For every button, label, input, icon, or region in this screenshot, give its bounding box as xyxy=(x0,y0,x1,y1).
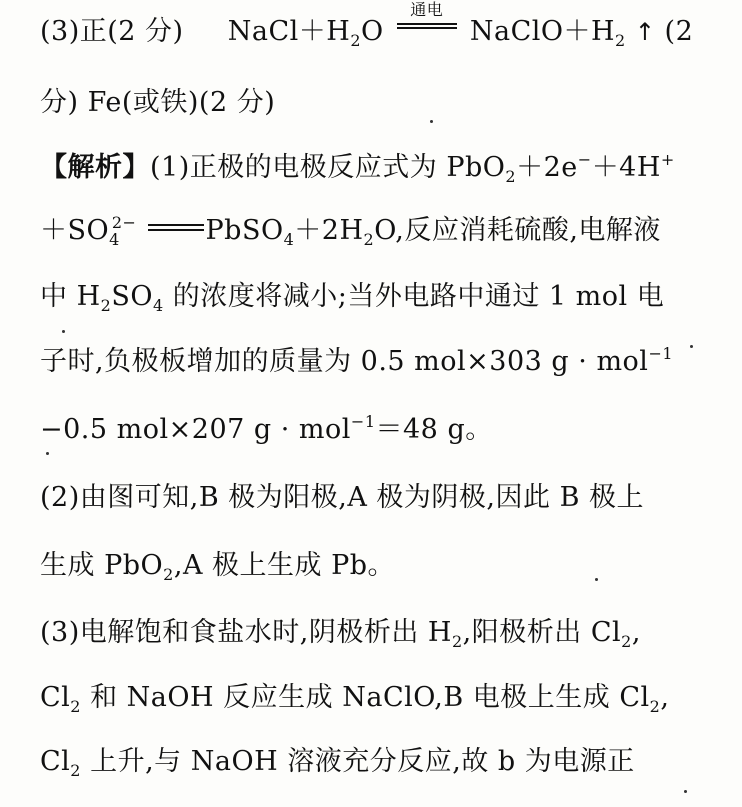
gas-up-arrow-icon: ↑ xyxy=(634,18,656,46)
scan-speck xyxy=(684,790,687,793)
analysis-tag: 【解析】 xyxy=(40,152,150,183)
equation-left: $NaCl+H_2O$ xyxy=(227,16,384,50)
analysis-line-3: 中 $H_2SO_4$ 的浓度将减小;当外电路中通过 1 mol 电 xyxy=(40,281,665,315)
analysis-line-5: −0.5 mol×207 g · mol$^{-1}$＝48 g。 xyxy=(40,412,493,445)
analysis-part-3-line-2: $Cl_2$ 和 NaOH 反应生成 NaClO,B 电极上生成 $Cl_2$, xyxy=(40,682,670,716)
reaction-condition: 通电 xyxy=(410,0,444,19)
scan-speck xyxy=(595,578,598,581)
analysis-part-3-line-1: (3)电解饱和食盐水时,阴极析出 $H_2$,阳极析出 $Cl_2$, xyxy=(40,617,641,651)
scan-speck xyxy=(46,452,49,455)
analysis-part-2-line-1: (2)由图可知,B 极为阳极,A 极为阴极,因此 B 极上 xyxy=(40,482,645,513)
analysis-line-4: 子时,负极板增加的质量为 0.5 mol×303 g · mol$^{-1}$ xyxy=(40,344,674,377)
answer-score: (2 xyxy=(664,16,694,47)
reaction-condition-arrow xyxy=(395,0,459,44)
equation-right: $NaClO+H_2$ xyxy=(469,16,626,50)
analysis-part-3-line-3: $Cl_2$ 上升,与 NaOH 溶液充分反应,故 b 为电源正 xyxy=(40,746,635,780)
scan-speck xyxy=(62,330,65,333)
answer-line-2: 分) Fe(或铁)(2 分) xyxy=(40,87,276,118)
analysis-line-2: $+SO_4^{2-}$ $PbSO_4+2H_2O$,反应消耗硫酸,电解液 xyxy=(40,213,661,249)
answer-part-3-label: (3)正(2 分) xyxy=(40,16,184,47)
equals-sign xyxy=(148,217,204,237)
scan-speck xyxy=(690,345,693,348)
scan-speck xyxy=(430,120,433,123)
analysis-part-2-line-2: 生成 PbO$_2$,A 极上生成 Pb。 xyxy=(40,550,396,584)
answer-line-1 xyxy=(40,0,702,50)
analysis-line-1: 【解析】(1)正极的电极反应式为 PbO$_2$＋2e−＋4H+ xyxy=(40,150,675,186)
